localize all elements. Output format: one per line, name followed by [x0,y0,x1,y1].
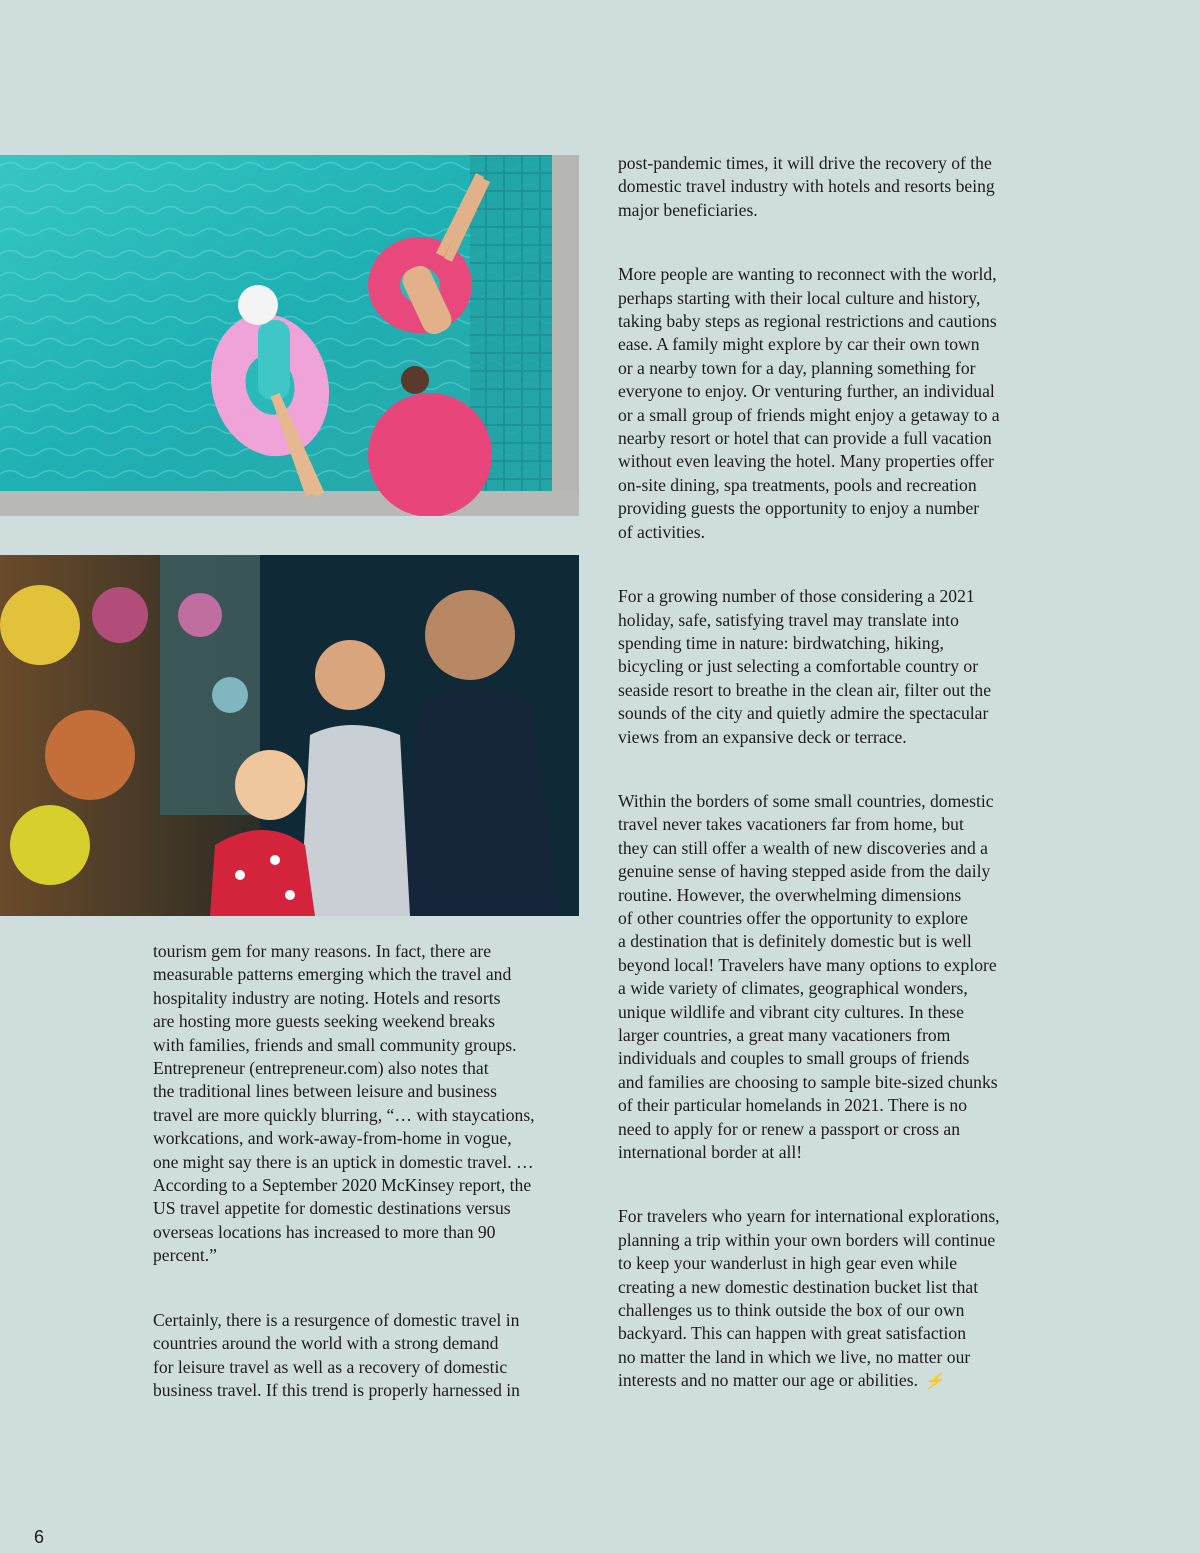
left-text-column [153,940,598,1402]
page-number: 6 [34,1527,45,1547]
pool-illustration [0,155,579,516]
right-paragraph-1: post-pandemic times, it will drive the recovery of the domestic travel industry with hotels and resorts being major beneficiaries. [618,153,995,220]
left-paragraph-2: Certainly, there is a resurgence of domestic travel in countries around the world with a strong demand for leisure travel as well as a recovery of domestic business travel. If this trend is properly harnessed in [153,1309,520,1400]
right-paragraph-2: More people are wanting to reconnect with the world, perhaps starting with their local culture and history, taking baby steps as regional restrictions and cautions ease. A family might explore by car their own town or a nearby town for a day, planning something for everyone to enjoy. Or venturing further, an individual or a small group of friends might enjoy a getaway to a nearby resort or hotel that can provide a full vacation without even leaving the hotel. Many properties offer on-site dining, spa treatments, pools and recreation providing guests the opportunity to enjoy a number of activities. [618,264,1000,542]
right-text-column [618,152,1068,1394]
right-paragraph-5 [618,1205,1068,1393]
end-mark-icon: ⚡ [923,1373,944,1391]
right-paragraph-5-text: For travelers who yearn for international explorations, planning a trip within your own borders will continue to keep your wanderlust in high gear even while creating a new domestic destination bucket list that challenges us to think outside the box of our own backyard. This can happen with great satisfaction no matter the land in which we live, no matter our interests and no matter our age or abilities. [618,1206,1000,1391]
left-paragraph-1: tourism gem for many reasons. In fact, there are measurable patterns emerging which the travel and hospitality industry are noting. Hotels and resorts are hosting more guests seeking weekend breaks with families, friends and small community groups. Entrepreneur (entrepreneur.com) also notes that the traditional lines between leisure and business travel are more quickly blurring, “… with staycations, workcations, and work-away-from-home in vogue, one might say there is an uptick in domestic travel. … According to a September 2020 McKinsey report, the US travel appetite for domestic destinations versus overseas locations has increased to more than 90 percent.” [153,941,535,1266]
aquarium-photo [0,555,579,916]
right-paragraph-4: Within the borders of some small countries, domestic travel never takes vacationers far from home, but they can still offer a wealth of new discoveries and a genuine sense of having stepped aside from the daily routine. However, the overwhelming dimensions of other countries offer the opportunity to explore a destination that is definitely domestic but is well beyond local! Travelers have many options to explore a wide variety of climates, geographical wonders, unique wildlife and vibrant city cultures. In these larger countries, a great many vacationers from individuals and couples to small groups of friends and families are choosing to sample bite-sized chunks of their particular homelands in 2021. There is no need to apply for or renew a passport or cross an international border at all! [618,790,998,1163]
aquarium-illustration [0,555,579,916]
pool-photo [0,155,579,516]
right-paragraph-3: For a growing number of those considering a 2021 holiday, safe, satisfying travel may translate into spending time in nature: birdwatching, hiking, bicycling or just selecting a comfortable country or seaside resort to breathe in the clean air, filter out the sounds of the city and quietly admire the spectacular views from an expansive deck or terrace. [618,586,992,747]
